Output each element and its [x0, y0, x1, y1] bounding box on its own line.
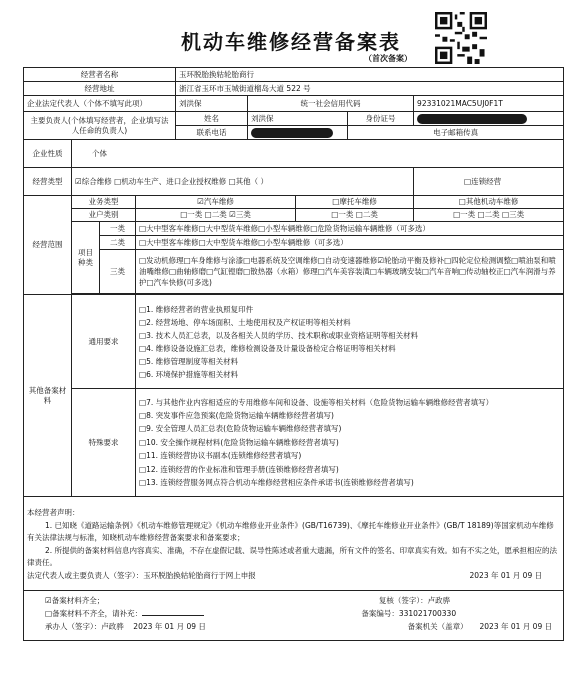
filing-number: 备案编号：331021700330 — [361, 609, 457, 618]
material-item: □5. 维修管理制度等相关材料 — [139, 356, 239, 366]
legal-rep-label: 企业法定代表人（个体不填写此项） — [24, 96, 176, 112]
document-subtitle: （首次备案） — [364, 54, 412, 63]
phone-value — [248, 126, 348, 140]
material-item: □12. 连锁经营的作业标准和管理手册(连锁维修经营者填写) — [139, 464, 339, 474]
qr-code-icon — [435, 12, 487, 64]
enterprise-nature-label: 企业性质 — [24, 140, 72, 168]
address-label: 经营地址 — [24, 82, 176, 96]
business-scope-label: 经营范围 — [24, 196, 72, 295]
material-item: □11. 连锁经营协议书副本(连锁维修经营者填写) — [139, 451, 302, 461]
redacted-id-block — [417, 114, 527, 124]
email-label: 电子邮箱传真 — [348, 126, 564, 140]
redacted-phone-block — [251, 128, 333, 138]
category-label: 业户类别 — [72, 209, 136, 222]
reviewer-signature: 复核（签字）：卢政骅 — [378, 596, 451, 605]
moto-repair-option: □摩托车维修 — [296, 196, 414, 209]
principal-label: 主要负责人(个体填写经营者，企业填写法人任命的负责人) — [24, 112, 176, 140]
material-item: □6. 环境保护措施等相关材料 — [139, 369, 239, 379]
business-type-options: ☑综合维修 □机动车生产、进口企业授权维修 □其他（ ） — [72, 168, 414, 196]
office-use-block — [24, 591, 564, 641]
handler-signature: 承办人（签字）：卢政骅 — [45, 622, 124, 631]
class1-label: 一类 — [100, 222, 136, 236]
class3-items: □发动机修理□车身维修与涂漆□电器系统及空调维修□自动变速器维修☑轮胎动平衡及修补□四轮定位检测调整□喷油泵和喷油嘴维修□曲轴修磨□气缸镗磨□散热器（水箱）修理□汽车美容装潢□车辆玻璃安装□汽车音响□传动轴校正□汽车润滑与养护□汽车快修(可多选) — [136, 250, 564, 294]
id-number-label: 身份证号 — [348, 112, 414, 126]
person-name-label: 姓名 — [176, 112, 248, 126]
chain-operation-option: □连锁经营 — [414, 168, 564, 196]
credit-code-value: 92331021MAC5UJ0F1T — [414, 96, 564, 112]
enterprise-nature-value: 个体 — [72, 140, 564, 168]
biz-type-label: 业务类型 — [72, 196, 136, 209]
business-type-label: 经营类型 — [24, 168, 72, 196]
special-requirements-label: 特殊要求 — [72, 389, 136, 497]
supplement-blank — [142, 607, 204, 616]
auto-repair-option: ☑汽车维修 — [136, 196, 296, 209]
class3-label: 三类 — [100, 250, 136, 294]
document-title: 机动车维修经营备案表 — [181, 30, 401, 54]
moto-classes: □一类 □二类 — [296, 209, 414, 222]
general-requirements-list — [136, 295, 564, 389]
class2-label: 二类 — [100, 236, 136, 250]
operator-name-value: 玉环脱胎换轱轮胎商行 — [176, 68, 564, 82]
item-kinds-label: 项目种类 — [72, 222, 100, 294]
material-item: □3. 技术人员汇总表，以及各相关人员的学历、技术职称或职业资格证明等相关材料 — [139, 330, 419, 340]
general-requirements-label: 通用要求 — [72, 295, 136, 389]
person-name-value: 刘洪保 — [248, 112, 348, 126]
other-classes: □一类 □二类 □三类 — [414, 209, 564, 222]
handler-date: 2023 年 01 月 09 日 — [133, 622, 206, 631]
declaration-signer: 法定代表人或主要负责人（签字）：玉环脱胎换轱轮胎商行于网上申报 — [27, 570, 256, 580]
declaration-line-1: 1. 已知晓《道路运输条例》《机动车维修管理规定》《机动车维修业开业条件》(GB/T16739)、《摩托车维修业开业条件》(GB/T 18189)等国家机动车维修有关法律法规与标准，知晓机动车维修经营备案要求和备案要求； — [27, 520, 554, 542]
declaration-heading: 本经营者声明： — [27, 508, 80, 517]
agency-date: 2023 年 01 月 09 日 — [479, 622, 553, 631]
declaration-date: 2023 年 01 月 09 日 — [469, 570, 543, 580]
legal-rep-value: 刘洪保 — [176, 96, 248, 112]
class2-items: □大中型客车维修□大中型货车维修□小型车辆维修（可多选） — [136, 236, 564, 250]
phone-label: 联系电话 — [176, 126, 248, 140]
operator-name-label: 经营者名称 — [24, 68, 176, 82]
other-vehicle-option: □其他机动车维修 — [414, 196, 564, 209]
class1-items: □大中型客车维修□大中型货车维修□小型车辆维修□危险货物运输车辆维修（可多选） — [136, 222, 564, 236]
material-item: □7. 与其他作业内容相适应的专用维修车间和设备、设施等相关材料（危险货物运输车辆维修经营者填写） — [139, 397, 494, 407]
material-item: □1. 维修经营者的营业执照复印件 — [139, 304, 254, 314]
special-requirements-list — [136, 389, 564, 497]
declaration-block — [24, 497, 564, 591]
declaration-line-2: 2. 所提供的备案材料信息内容真实、准确，不存在虚假记载、误导性陈述或者重大遗漏，所有文件的签名、印章真实有效。如有不实之处，愿承担相应的法律责任。 — [27, 545, 558, 567]
materials-complete: ☑备案材料齐全； — [45, 596, 105, 605]
credit-code-label: 统一社会信用代码 — [248, 96, 414, 112]
material-item: □10. 安全操作规程材料(危险货物运输车辆维修经营者填写) — [139, 437, 339, 447]
filing-form-table — [23, 67, 564, 641]
material-item: □4. 维修设备设施汇总表，维修检测设备及计量设备检定合格证明等相关材料 — [139, 343, 396, 353]
material-item: □8. 突发事件应急预案(危险货物运输车辆维修经营者填写) — [139, 410, 334, 420]
material-item: □13. 连锁经营服务网点符合机动车维修经营相应条件承诺书(连锁维修经营者填写) — [139, 478, 414, 488]
auto-classes: □一类 □二类 ☑三类 — [136, 209, 296, 222]
address-value: 浙江省玉环市玉城街道榴岛大道 522 号 — [176, 82, 564, 96]
material-item: □2. 经营场地、停车场面积、土地使用权及产权证明等相关材料 — [139, 317, 351, 327]
materials-incomplete: □备案材料不齐全，请补充： — [45, 609, 143, 618]
material-item: □9. 安全管理人员汇总表(危险货物运输车辆维修经营者填写) — [139, 424, 342, 434]
id-number-value — [414, 112, 564, 126]
other-materials-label: 其他备案材料 — [24, 295, 72, 497]
filing-agency-seal: 备案机关（盖章） — [407, 622, 468, 631]
